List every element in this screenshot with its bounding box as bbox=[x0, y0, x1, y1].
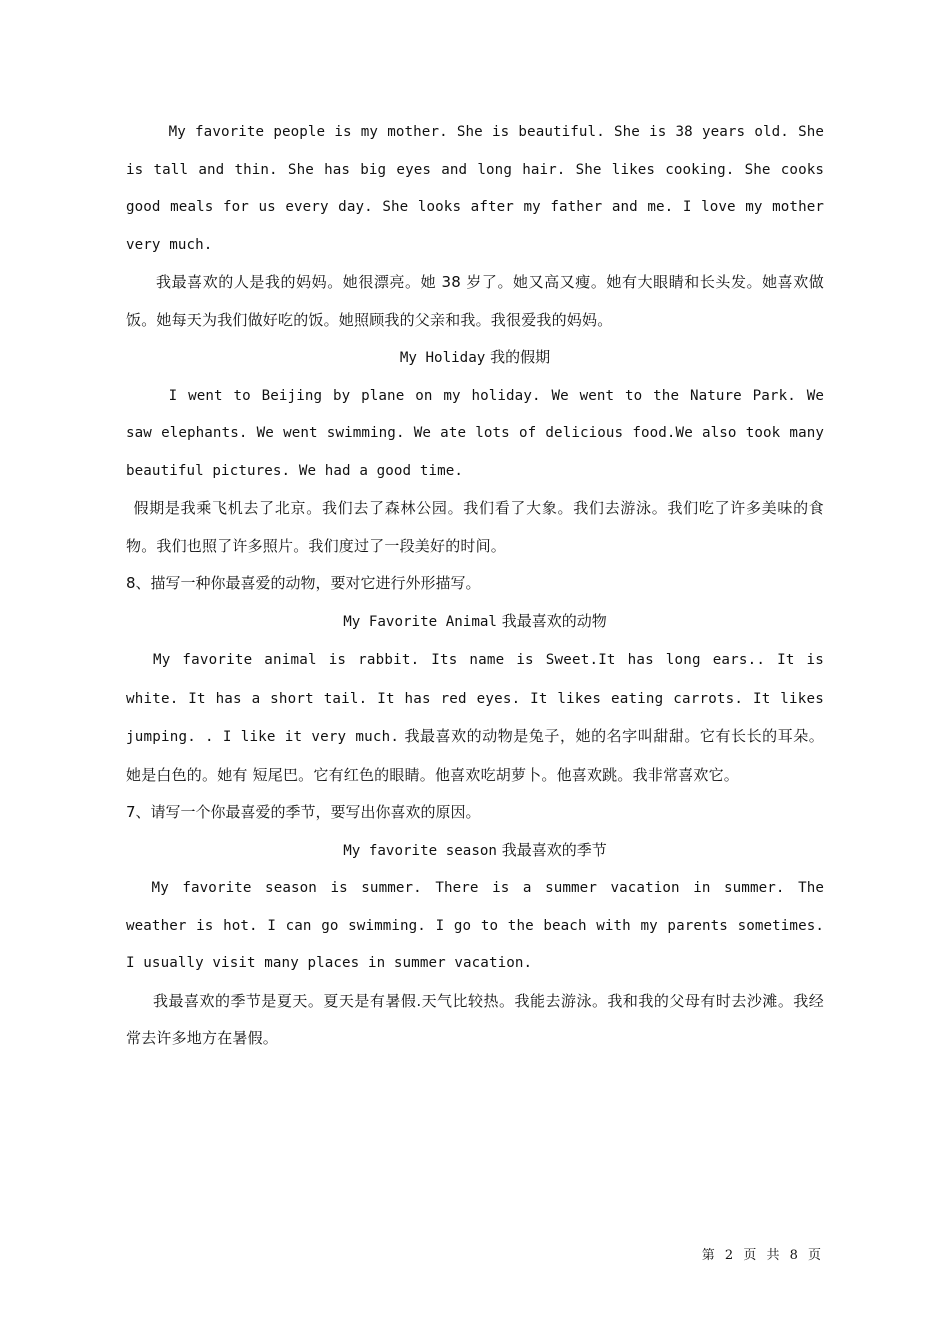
season-title-english: My favorite season bbox=[343, 842, 497, 859]
question-7: 7、请写一个你最喜爱的季节，要写出你喜欢的原因。 bbox=[126, 803, 481, 821]
holiday-paragraph-chinese: 假期是我乘飞机去了北京。我们去了森林公园。我们看了大象。我们去游泳。我们吃了许多美味的食物。我们也照了许多照片。我们度过了一段美好的时间。 bbox=[126, 499, 824, 555]
document-page bbox=[126, 114, 824, 1058]
mother-paragraph-chinese: 我最喜欢的人是我的妈妈。她很漂亮。她 38 岁了。她又高又瘦。她有大眼睛和长头发。她喜欢做饭。她每天为我们做好吃的饭。她照顾我的父亲和我。我很爱我的妈妈。 bbox=[126, 273, 824, 329]
mother-paragraph-english: My favorite people is my mother. She is beautiful. She is 38 years old. She is tall and thin. She has big eyes and long hair. She likes cooking. She cooks good meals for us every day. She looks after my father and me. I love my mother very much. bbox=[126, 124, 824, 253]
season-paragraph-chinese: 我最喜欢的季节是夏天。夏天是有暑假.天气比较热。我能去游泳。我和我的父母有时去沙滩。我经常去许多地方在暑假。 bbox=[126, 991, 824, 1047]
season-paragraph-english: My favorite season is summer. There is a summer vacation in summer. The weather is hot. I can go swimming. I go to the beach with my parents sometimes. I usually visit many places in summer vacation. bbox=[126, 880, 824, 971]
animal-title bbox=[126, 603, 824, 642]
holiday-title bbox=[126, 339, 824, 378]
holiday-title-english: My Holiday bbox=[399, 350, 486, 366]
season-title-chinese: 我最喜欢的季节 bbox=[501, 840, 607, 859]
animal-title-chinese: 我最喜欢的动物 bbox=[501, 611, 607, 630]
holiday-paragraph-english: I went to Beijing by plane on my holiday. We went to the Nature Park. We saw elephants. We went swimming. We ate lots of delicious food.We also took many beautiful pictures. We had a good time. bbox=[126, 387, 824, 479]
animal-title-english: My Favorite Animal bbox=[343, 613, 497, 630]
animal-paragraph-english: My favorite animal is rabbit. Its name is Sweet.It has long ears.. It is white. It has a short tail. It has red eyes. It likes eating carrots. It likes jumping. . I like it very much. bbox=[126, 652, 824, 745]
holiday-title-chinese: 我的假期 bbox=[490, 348, 551, 366]
animal-paragraph-chinese: 我最喜欢的动物是兔子，她的名字叫甜甜。它有长长的耳朵。她是白色的。她有 短尾巴。它有红色的眼睛。他喜欢吃胡萝卜。他喜欢跳。我非常喜欢它。 bbox=[126, 727, 824, 784]
page-number-footer: 第 2 页 共 8 页 bbox=[701, 1248, 824, 1263]
animal-paragraph bbox=[126, 641, 824, 794]
question-8: 8、描写一种你最喜爱的动物，要对它进行外形描写。 bbox=[126, 574, 481, 592]
season-title bbox=[126, 832, 824, 871]
